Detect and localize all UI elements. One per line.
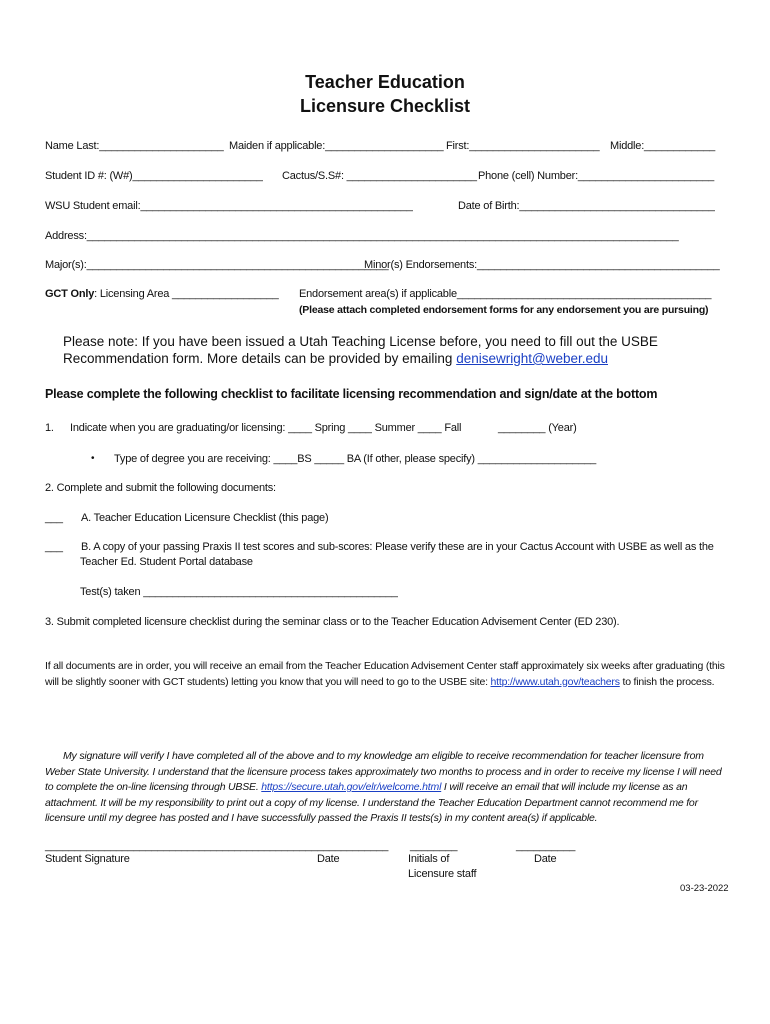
initials-label-line1: Initials of (408, 853, 450, 865)
staff-date-label: Date (534, 853, 557, 865)
majors-field[interactable]: Major(s):___________________________________________________ (45, 259, 389, 271)
first-name-field[interactable]: First:______________________ (446, 140, 600, 152)
gct-licensing-area-text: : Licensing Area __________________ (94, 288, 279, 300)
signature-statement-text1: My signature will verify I have completed all of the above and to my knowledge am eligible to receive recommendation for teacher licensure from Weber State University. I understand that the licensure process takes approximately two months to process and in order to receive my license I will need to complete the on-line licensing through UBSE. (45, 750, 722, 793)
graduation-year-field[interactable]: ________ (Year) (498, 422, 577, 434)
signature-date-label: Date (317, 853, 340, 865)
graduation-term-field[interactable]: Indicate when you are graduating/or licensing: ____ Spring ____ Summer ____ Fall (70, 422, 462, 434)
item2a-text: A. Teacher Education Licensure Checklist (this page) (81, 512, 329, 524)
closing-text: If all documents are in order, you will receive an email from the Teacher Education Advisement Center staff approximately six weeks after graduating (this will be slightly sooner with GCT students) letting you know that you will need to go to the USBE site: (45, 660, 725, 688)
maiden-name-field[interactable]: Maiden if applicable:____________________ (229, 140, 444, 152)
name-last-field[interactable]: Name Last:_____________________ (45, 140, 224, 152)
form-title-line2: Licensure Checklist (299, 96, 471, 116)
student-signature-label: Student Signature (45, 853, 130, 865)
licensing-site-link[interactable]: https://secure.utah.gov/elr/welcome.html (261, 781, 442, 793)
usbe-note (63, 333, 723, 367)
staff-date-line[interactable]: __________ (516, 840, 576, 852)
usbe-note-text: Please note: If you have been issued a Utah Teaching License before, you need to fill out the USBE Recommendation form. More details can be provided by emailing (63, 334, 658, 366)
item2-heading: 2. Complete and submit the following documents: (45, 482, 276, 494)
gct-only-label: GCT Only (45, 288, 95, 300)
endorsement-area-field[interactable]: Endorsement area(s) if applicable___________________________________________ (299, 288, 712, 300)
middle-name-field[interactable]: Middle:____________ (610, 140, 716, 152)
item2a-checkbox-blank[interactable]: ___ (45, 512, 63, 524)
closing-paragraph (45, 659, 725, 690)
tests-taken-field[interactable]: Test(s) taken ___________________________________________ (80, 586, 398, 598)
form-title-line1: Teacher Education (305, 72, 465, 92)
item2b-text-line1: B. A copy of your passing Praxis II test scores and sub-scores: Please verify these are in your Cactus Account with USBE as well as the (81, 541, 714, 553)
item1-number: 1. (45, 422, 54, 434)
phone-field[interactable]: Phone (cell) Number:_______________________ (478, 170, 715, 182)
signature-statement-text2: I will receive an email that will include my license as an attachment. It will be my responsibility to print out a copy of my license. I understand the Teacher Education Department cannot recommend me for licensure until my degree has posted and I have successfully passed the Praxis II tests(s) in my content area(s) if applicable. (45, 781, 698, 824)
signature-statement (45, 749, 725, 827)
address-field[interactable]: Address:____________________________________________________________________________________________________ (45, 230, 679, 242)
wsu-email-field[interactable]: WSU Student email:______________________________________________ (45, 200, 413, 212)
cactus-field[interactable]: Cactus/S.S#: ______________________ (282, 170, 477, 182)
endorsement-note: (Please attach completed endorsement forms for any endorsement you are pursuing) (299, 304, 709, 316)
contact-email-link[interactable]: denisewright@weber.edu (456, 351, 608, 366)
item3-text: 3. Submit completed licensure checklist during the seminar class or to the Teacher Education Advisement Center (ED 230). (45, 616, 620, 628)
item2b-text-line2: Teacher Ed. Student Portal database (80, 556, 253, 568)
gct-licensing-area-field[interactable] (45, 288, 279, 300)
initials-line[interactable]: ________ (410, 840, 458, 852)
minors-endorsements-field[interactable]: Minor(s) Endorsements:_________________________________________ (364, 259, 720, 271)
degree-type-field[interactable]: Type of degree you are receiving: ____BS _____ BA (If other, please specify) ____________________ (114, 453, 597, 465)
bullet-icon: • (91, 453, 95, 464)
student-id-field[interactable]: Student ID #: (W#)______________________ (45, 170, 263, 182)
initials-label-line2: Licensure staff (408, 868, 477, 880)
closing-after-text: to finish the process. (619, 675, 715, 688)
usbe-site-link[interactable]: http://www.utah.gov/teachers (490, 675, 620, 688)
item2b-checkbox-blank[interactable]: ___ (45, 541, 63, 553)
revision-date: 03-23-2022 (680, 883, 729, 894)
date-of-birth-field[interactable]: Date of Birth:_________________________________ (458, 200, 715, 212)
checklist-heading: Please complete the following checklist to facilitate licensing recommendation and sign/date at the bottom (45, 387, 658, 401)
student-signature-line[interactable]: __________________________________________________________ (45, 840, 389, 852)
